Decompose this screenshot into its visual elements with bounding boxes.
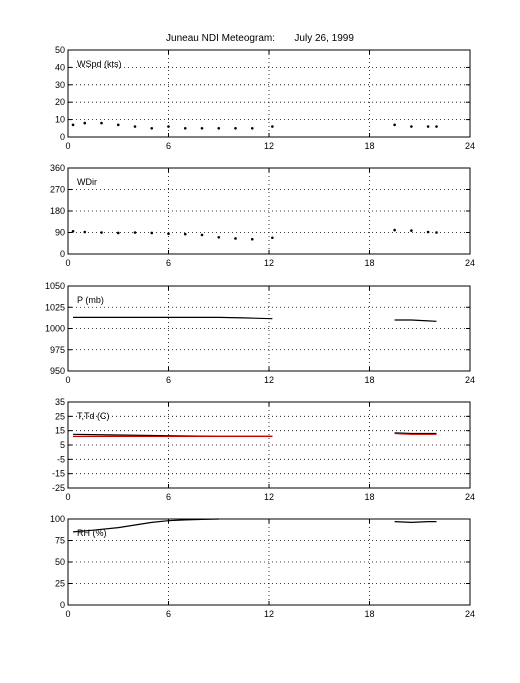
panel-1-series-1-point [271, 125, 274, 128]
panel-1-ytick-label: 0 [59, 132, 65, 142]
panel-4-ytick-label: 15 [54, 425, 65, 436]
panel-1-series-1-point [184, 127, 187, 130]
panel-1-ytick-label: 30 [54, 79, 65, 90]
panel-3-xtick-label: 12 [263, 375, 275, 385]
panel-5-series-1-line [73, 519, 219, 532]
panel-1-series-1-point [117, 124, 120, 127]
panel-2-series-1-point [201, 234, 204, 237]
panel-1-ytick-label: 10 [54, 114, 65, 125]
panel-1-series-1-point [251, 127, 254, 130]
panel-4-xtick-label: 6 [165, 492, 172, 502]
panel-4-label: T,Td (C) [77, 411, 110, 421]
panel-3-xtick-label: 18 [364, 375, 375, 385]
panel-3-xtick-label: 24 [464, 375, 476, 385]
panel-1-ytick-label: 20 [54, 97, 65, 108]
panel-2-series-1-point [134, 231, 137, 234]
panel-2-xtick-label: 6 [165, 258, 172, 268]
panel-2-ytick-label: 360 [49, 163, 65, 173]
panel-3-ytick-label: 950 [49, 366, 65, 376]
panel-2-series-1-point [100, 231, 103, 234]
panel-2-ytick-label: 270 [49, 184, 65, 195]
panel-2-series-1-point [83, 231, 86, 234]
panel-2-series-1-point [217, 236, 220, 239]
panel-2-label: WDir [77, 177, 97, 187]
panel-3-ytick-label: 1000 [44, 323, 65, 334]
panel-1-xtick-label: 6 [165, 141, 172, 151]
panel-2-series-1-point [234, 237, 237, 240]
panel-2-series-1-point [435, 231, 438, 234]
panel-2-xtick-label: 12 [263, 258, 275, 268]
panel-3-series-1-line [73, 317, 272, 318]
panel-4-ytick-label: -15 [51, 468, 65, 479]
panel-5-ytick-label: 100 [49, 514, 65, 524]
panel-1-series-1-point [150, 127, 153, 130]
panel-5-series-2-line [395, 522, 437, 523]
panel-2-xtick-label: 0 [65, 258, 71, 268]
panel-4-ytick-label: -5 [56, 454, 65, 465]
panel-5-xtick-label: 0 [65, 609, 71, 619]
panel-4-xtick-label: 24 [464, 492, 476, 502]
panel-1-series-1-point [100, 122, 103, 125]
panel-2-series-1-point [150, 232, 153, 235]
panel-1-xtick-label: 24 [464, 141, 476, 151]
panel-2-series-1-point [251, 238, 254, 241]
panel-5-xtick-label: 24 [464, 609, 476, 619]
panel-3-label: P (mb) [77, 295, 104, 305]
panel-5-ytick-label: 25 [54, 578, 65, 589]
panel-2-series-1-point [393, 229, 396, 232]
panel-2-series-1-point [72, 230, 75, 233]
panel-3-series-2-line [395, 320, 437, 321]
panel-2-series-1-point [271, 236, 274, 239]
panel-2-series-1-point [410, 229, 413, 232]
panel-1-series-1-point [201, 127, 204, 130]
panel-2-ytick-label: 90 [54, 227, 65, 238]
panel-3-ytick-label: 1025 [44, 302, 65, 313]
panel-5-xtick-label: 12 [263, 609, 275, 619]
panel-2-series-1-point [117, 232, 120, 235]
panel-1-frame [68, 50, 470, 137]
panel-3-ytick-label: 975 [49, 344, 65, 355]
panel-2-series-1-point [427, 231, 430, 234]
panel-1-series-1-point [217, 127, 220, 130]
panel-2-series-1-point [184, 233, 187, 236]
panel-1-series-1-point [435, 125, 438, 128]
panel-1-xtick-label: 0 [65, 141, 71, 151]
panel-2-series-1-point [167, 232, 170, 235]
panel-5-label: RH (%) [77, 528, 107, 538]
panel-1-ytick-label: 40 [54, 62, 65, 73]
panel-4-ytick-label: 5 [59, 440, 65, 450]
panel-1-series-1-point [427, 125, 430, 128]
panel-2-xtick-label: 24 [464, 258, 476, 268]
panel-4-ytick-label: 25 [54, 411, 65, 422]
panel-5-xtick-label: 18 [364, 609, 375, 619]
panel-1-ytick-label: 50 [54, 45, 65, 55]
panel-1-series-1-point [72, 124, 75, 127]
panel-1-xtick-label: 12 [263, 141, 275, 151]
panel-2-ytick-label: 180 [49, 206, 65, 216]
panel-1-series-1-point [410, 125, 413, 128]
panel-2-ytick-label: 0 [59, 249, 65, 259]
panel-1-series-1-point [83, 122, 86, 125]
panel-2-xtick-label: 18 [364, 258, 375, 268]
panel-3-xtick-label: 6 [165, 375, 172, 385]
panel-5-ytick-label: 0 [59, 600, 65, 610]
panel-4-ytick-label: -25 [51, 483, 65, 493]
panel-5-xtick-label: 6 [165, 609, 172, 619]
panel-5-ytick-label: 50 [54, 557, 65, 567]
panel-3-ytick-label: 1050 [44, 281, 65, 291]
panel-4-xtick-label: 18 [364, 492, 375, 502]
panel-5-ytick-label: 75 [54, 535, 65, 546]
panel-1-series-1-point [167, 125, 170, 128]
panel-4-ytick-label: 35 [54, 397, 65, 407]
chart-title: Juneau NDI Meteogram: July 26, 1999 [166, 33, 354, 44]
panel-4-xtick-label: 12 [263, 492, 275, 502]
panel-1-label: WSpd (kts) [77, 59, 122, 69]
panel-1-series-1-point [393, 124, 396, 127]
panel-1-xtick-label: 18 [364, 141, 375, 151]
panel-1-series-1-point [134, 125, 137, 128]
panel-1-series-1-point [234, 127, 237, 130]
panel-3-xtick-label: 0 [65, 375, 71, 385]
panel-4-xtick-label: 0 [65, 492, 71, 502]
